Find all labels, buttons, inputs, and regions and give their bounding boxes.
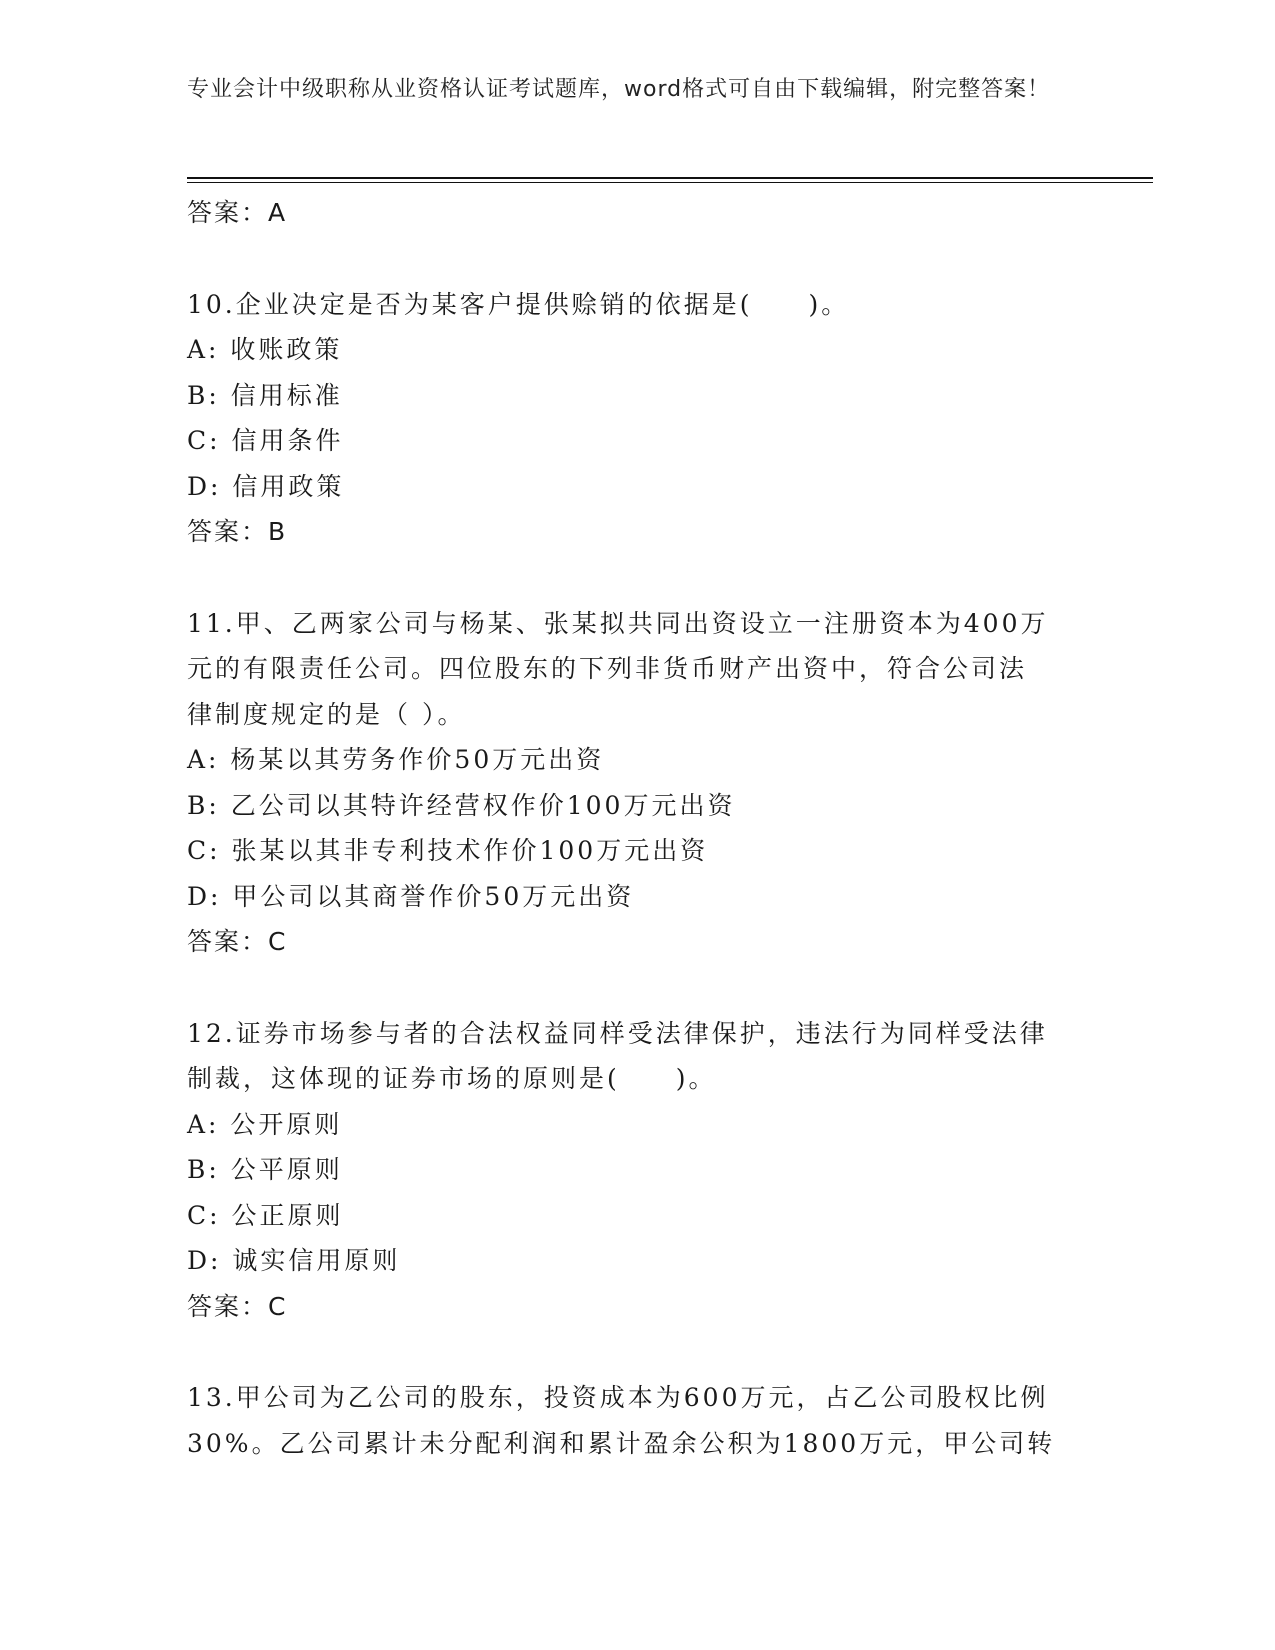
page-header: 专业会计中级职称从业资格认证考试题库，word格式可自由下载编辑，附完整答案！ — [187, 77, 1051, 102]
header-divider-thin — [187, 182, 1153, 183]
question-stem: 10.企业决定是否为某客户提供赊销的依据是( )。 — [187, 289, 850, 319]
option-b: B: 乙公司以其特许经营权作价100万元出资 — [187, 790, 736, 820]
spacer — [187, 965, 1077, 1011]
option-c: C: 张某以其非专利技术作价100万元出资 — [187, 836, 709, 865]
question-stem-line: 13.甲公司为乙公司的股东，投资成本为600万元，占乙公司股权比例 — [187, 1383, 1049, 1412]
option-d: D: 信用政策 — [187, 471, 345, 501]
question-stem-line: 制裁，这体现的证券市场的原则是( )。 — [187, 1064, 717, 1093]
answer-label: 答案：C — [187, 1291, 288, 1321]
spacer — [187, 1329, 1077, 1375]
option-c: C: 公正原则 — [187, 1200, 344, 1230]
option-d: D: 诚实信用原则 — [187, 1246, 401, 1275]
question-stem-line: 30%。乙公司累计未分配利润和累计盈余公积为1800万元，甲公司转 — [187, 1428, 1056, 1458]
question-stem-line: 12.证券市场参与者的合法权益同样受法律保护，违法行为同样受法律 — [187, 1018, 1048, 1048]
question-stem-line: 律制度规定的是（ ）。 — [187, 699, 466, 729]
option-b: B: 信用标准 — [187, 380, 343, 410]
option-d: D: 甲公司以其商誉作价50万元出资 — [187, 881, 635, 911]
question-11 — [187, 601, 1077, 965]
spacer — [187, 236, 1077, 282]
question-stem-line: 11.甲、乙两家公司与杨某、张某拟共同出资设立一注册资本为400万 — [187, 608, 1049, 638]
question-10 — [187, 282, 1077, 555]
option-a: A: 公开原则 — [187, 1109, 343, 1139]
question-13 — [187, 1375, 1077, 1466]
question-stem-line: 元的有限责任公司。四位股东的下列非货币财产出资中，符合公司法 — [187, 654, 1028, 683]
option-a: A: 收账政策 — [187, 335, 343, 364]
option-a: A: 杨某以其劳务作价50万元出资 — [187, 745, 605, 774]
answer-label: 答案：C — [187, 927, 288, 956]
question-content — [187, 190, 1077, 1466]
header-divider-thick — [187, 177, 1153, 179]
answer-label: 答案：A — [187, 198, 288, 227]
answer-label: 答案：B — [187, 517, 288, 546]
question-12 — [187, 1011, 1077, 1330]
spacer — [187, 555, 1077, 601]
option-b: B: 公平原则 — [187, 1155, 343, 1184]
option-c: C: 信用条件 — [187, 426, 344, 455]
